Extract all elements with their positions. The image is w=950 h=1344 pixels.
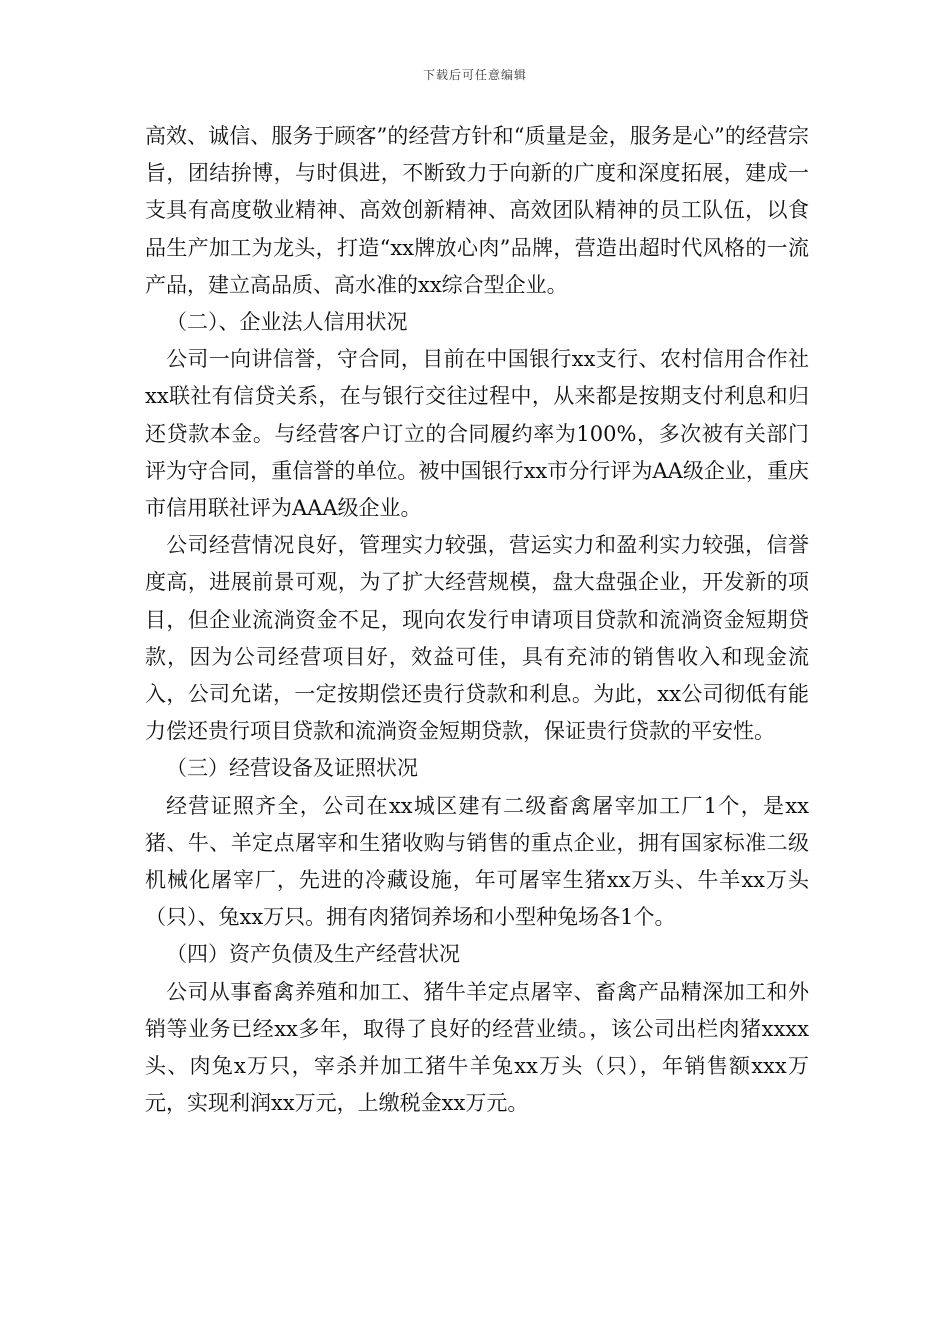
section-heading-assets-operations: （四）资产负债及生产经营状况 — [166, 942, 460, 967]
section-heading-credit-status: （二）、企业法人信用状况 — [166, 310, 408, 335]
paragraph-assets-operations: 公司从事畜禽养殖和加工、猪牛羊定点屠宰、畜禽产品精深加工和外销等业务已经xx多年，取得了良好的经营业绩。，该公司出栏肉猪xxxx头、肉兔x万只，宰杀并加工猪牛羊兔xx万头（只），年销售额xxx万元，实现利润xx万元，上缴税金xx万元。 — [145, 979, 809, 1116]
paragraph-equipment-licenses: 经营证照齐全，公司在xx城区建有二级畜禽屠宰加工厂1个，是xx猪、牛、羊定点屠宰和生猪收购与销售的重点企业，拥有国家标准二级机械化屠宰厂，先进的冷藏设施，年可屠宰生猪xx万头、牛羊xx万头（只）、兔xx万只。拥有肉猪饲养场和小型种兔场各1个。 — [145, 793, 809, 930]
document-body — [145, 118, 809, 1122]
paragraph-operation-status: 公司经营情况良好，管理实力较强，营运实力和盈利实力较强，信誉度高，进展前景可观，为了扩大经营规模，盘大盘强企业，开发新的项目，但企业流淌资金不足，现向农发行申请项目贷款和流淌资金短期贷款，因为公司经营项目好，效益可佳，具有充沛的销售收入和现金流入，公司允诺，一定按期偿还贵行贷款和利息。为此，xx公司彻低有能力偿还贵行项目贷款和流淌资金短期贷款，保证贵行贷款的平安性。 — [145, 533, 809, 744]
paragraph-credit-history: 公司一向讲信誉，守合同，目前在中国银行xx支行、农村信用合作社xx联社有信贷关系，在与银行交往过程中，从来都是按期支付利息和归还贷款本金。与经营客户订立的合同履约率为100%，多次被有关部门评为守合同，重信誉的单位。被中国银行xx市分行评为AA级企业，重庆市信用联社评为AAA级企业。 — [145, 347, 809, 521]
page-header: 下载后可任意编辑 — [422, 68, 527, 82]
section-heading-equipment-licenses: （三）经营设备及证照状况 — [166, 756, 418, 781]
paragraph-business-philosophy: 高效、诚信、服务于顾客”的经营方针和“质量是金，服务是心”的经营宗旨，团结拚博，与时俱进，不断致力于向新的广度和深度拓展，建成一支具有高度敬业精神、高效创新精神、高效团队精神的员工队伍，以食品生产加工为龙头，打造“xx牌放心肉”品牌，营造出超时代风格的一流产品，建立高品质、高水准的xx综合型企业。 — [145, 124, 809, 297]
